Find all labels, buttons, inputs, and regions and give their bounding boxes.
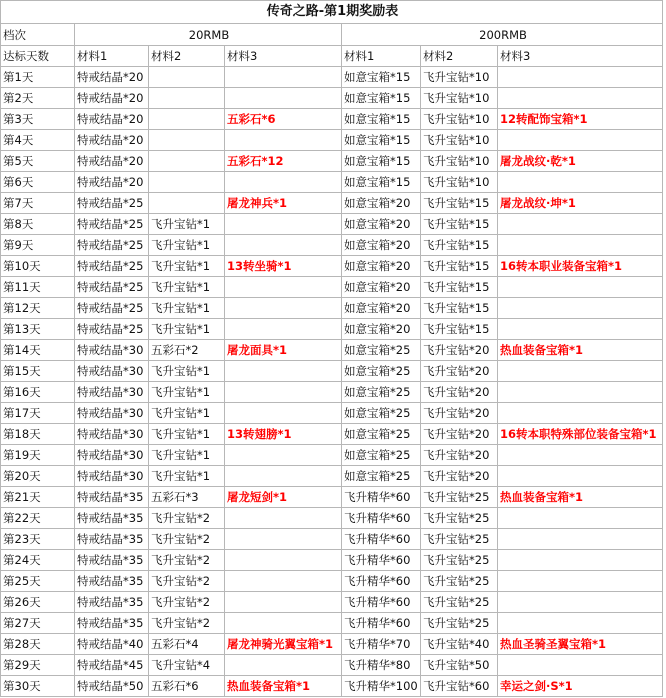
- tier2-material-2: 飞升宝钻*10: [421, 172, 498, 193]
- tier2-material-3: 幸运之剑·S*1: [498, 676, 663, 697]
- table-row: [1, 130, 663, 151]
- tier1-material-2: 飞升宝钻*2: [149, 613, 225, 634]
- tier1-material-1: 特戒结晶*35: [75, 487, 149, 508]
- tier1-material-2: 飞升宝钻*1: [149, 403, 225, 424]
- tier2-material-1: 如意宝箱*15: [342, 109, 421, 130]
- tier2-material-3: [498, 130, 663, 151]
- tier1-material-3: [225, 172, 342, 193]
- tier1-material-2: [149, 172, 225, 193]
- tier2-material-3: 12转配饰宝箱*1: [498, 109, 663, 130]
- tier2-material-3: [498, 508, 663, 529]
- tier2-material-3: 16转本职业装备宝箱*1: [498, 256, 663, 277]
- tier2-material-2: 飞升宝钻*20: [421, 340, 498, 361]
- table-row: [1, 403, 663, 424]
- tier1-material-1: 特戒结晶*35: [75, 592, 149, 613]
- tier2-material-2: 飞升宝钻*20: [421, 424, 498, 445]
- tier2-material-2: 飞升宝钻*10: [421, 109, 498, 130]
- tier1-material-1: 特戒结晶*35: [75, 613, 149, 634]
- tier2-material-2: 飞升宝钻*25: [421, 487, 498, 508]
- tier1-material-3: 屠龙面具*1: [225, 340, 342, 361]
- tier2-material-3: 16转本职特殊部位装备宝箱*1: [498, 424, 663, 445]
- tier1-material-2: 飞升宝钻*1: [149, 424, 225, 445]
- day-cell: 第4天: [1, 130, 75, 151]
- tier1-material-1: 特戒结晶*20: [75, 67, 149, 88]
- tier2-material-3: [498, 403, 663, 424]
- tier2-material-3: [498, 613, 663, 634]
- tier2-material-2: 飞升宝钻*25: [421, 550, 498, 571]
- day-cell: 第21天: [1, 487, 75, 508]
- table-row: [1, 277, 663, 298]
- tier2-material-3: 热血装备宝箱*1: [498, 340, 663, 361]
- tier2-material-1: 飞升精华*100: [342, 676, 421, 697]
- table-row: [1, 235, 663, 256]
- tier1-material-3: [225, 361, 342, 382]
- tier-label: 档次: [1, 24, 75, 46]
- table-row: [1, 445, 663, 466]
- tier1-material-2: 五彩石*3: [149, 487, 225, 508]
- day-cell: 第9天: [1, 235, 75, 256]
- tier1-material-1: 特戒结晶*30: [75, 466, 149, 487]
- day-cell: 第11天: [1, 277, 75, 298]
- tier1-material-2: 飞升宝钻*2: [149, 529, 225, 550]
- table-row: [1, 592, 663, 613]
- table-row: [1, 67, 663, 88]
- tier1-material-3: [225, 235, 342, 256]
- tier2-material-3: [498, 277, 663, 298]
- tier1-material-2: 飞升宝钻*1: [149, 277, 225, 298]
- table-row: [1, 676, 663, 697]
- tier1-material-3: [225, 508, 342, 529]
- tier1-material-2: 飞升宝钻*2: [149, 550, 225, 571]
- tier1-material-1: 特戒结晶*20: [75, 172, 149, 193]
- tier2-material-2: 飞升宝钻*25: [421, 571, 498, 592]
- sheet-title: 传奇之路-第1期奖励表: [1, 1, 663, 24]
- tier2-material-1: 如意宝箱*25: [342, 424, 421, 445]
- tier2-material-2: 飞升宝钻*15: [421, 277, 498, 298]
- tier2-material-1: 如意宝箱*25: [342, 340, 421, 361]
- tier2-material-2: 飞升宝钻*20: [421, 382, 498, 403]
- table-row: [1, 613, 663, 634]
- tier1-material-3: 五彩石*12: [225, 151, 342, 172]
- tier1-material-2: 飞升宝钻*2: [149, 571, 225, 592]
- tier2-material-3: [498, 550, 663, 571]
- tier1-material-1: 特戒结晶*35: [75, 529, 149, 550]
- table-row: [1, 571, 663, 592]
- tier1-material-1: 特戒结晶*25: [75, 298, 149, 319]
- table-row: [1, 298, 663, 319]
- day-cell: 第27天: [1, 613, 75, 634]
- tier1-material-2: 五彩石*6: [149, 676, 225, 697]
- day-cell: 第14天: [1, 340, 75, 361]
- tier1-material-1: 特戒结晶*45: [75, 655, 149, 676]
- tier2-material-2: 飞升宝钻*10: [421, 151, 498, 172]
- tier1-material-3: [225, 277, 342, 298]
- tier2-material-1: 飞升精华*60: [342, 529, 421, 550]
- tier1-material-3: 热血装备宝箱*1: [225, 676, 342, 697]
- tier1-material-2: 飞升宝钻*1: [149, 235, 225, 256]
- tier2-material-3: [498, 214, 663, 235]
- tier2-material-1: 如意宝箱*15: [342, 172, 421, 193]
- tier2-material-3: [498, 571, 663, 592]
- col-material-2: 材料2: [421, 46, 498, 67]
- tier1-material-2: [149, 109, 225, 130]
- day-cell: 第15天: [1, 361, 75, 382]
- table-row: [1, 172, 663, 193]
- day-cell: 第20天: [1, 466, 75, 487]
- tier2-material-3: [498, 67, 663, 88]
- tier2-material-2: 飞升宝钻*15: [421, 256, 498, 277]
- table-row: [1, 193, 663, 214]
- tier1-material-2: 飞升宝钻*1: [149, 382, 225, 403]
- table-row: [1, 529, 663, 550]
- table-row: [1, 550, 663, 571]
- tier2-material-3: [498, 592, 663, 613]
- tier1-material-1: 特戒结晶*25: [75, 277, 149, 298]
- tier2-material-3: [498, 88, 663, 109]
- tier1-material-2: 五彩石*4: [149, 634, 225, 655]
- tier1-material-1: 特戒结晶*25: [75, 235, 149, 256]
- tier2-material-3: [498, 235, 663, 256]
- tier2-material-2: 飞升宝钻*10: [421, 88, 498, 109]
- tier2-material-1: 飞升精华*60: [342, 592, 421, 613]
- tier2-material-2: 飞升宝钻*20: [421, 445, 498, 466]
- tier2-material-1: 如意宝箱*15: [342, 151, 421, 172]
- col-material-2: 材料2: [149, 46, 225, 67]
- tier2-material-2: 飞升宝钻*15: [421, 193, 498, 214]
- tier2-material-1: 如意宝箱*20: [342, 319, 421, 340]
- tier1-material-3: [225, 445, 342, 466]
- tier1-material-2: 飞升宝钻*1: [149, 214, 225, 235]
- tier2-material-2: 飞升宝钻*15: [421, 214, 498, 235]
- tier1-material-2: [149, 193, 225, 214]
- tier2-material-2: 飞升宝钻*15: [421, 235, 498, 256]
- tier2-material-1: 如意宝箱*15: [342, 88, 421, 109]
- tier2-material-3: 热血装备宝箱*1: [498, 487, 663, 508]
- table-row: [1, 361, 663, 382]
- tier2-material-1: 如意宝箱*20: [342, 214, 421, 235]
- tier1-material-3: 屠龙神兵*1: [225, 193, 342, 214]
- tier2-material-2: 飞升宝钻*20: [421, 403, 498, 424]
- tier2-material-2: 飞升宝钻*60: [421, 676, 498, 697]
- table-row: [1, 487, 663, 508]
- tier2-material-3: 热血圣骑圣翼宝箱*1: [498, 634, 663, 655]
- tier1-material-1: 特戒结晶*20: [75, 88, 149, 109]
- tier1-material-3: [225, 214, 342, 235]
- day-cell: 第13天: [1, 319, 75, 340]
- table-row: [1, 214, 663, 235]
- table-row: [1, 424, 663, 445]
- tier2-material-2: 飞升宝钻*25: [421, 508, 498, 529]
- day-cell: 第3天: [1, 109, 75, 130]
- tier1-material-2: 飞升宝钻*2: [149, 508, 225, 529]
- tier2-material-2: 飞升宝钻*25: [421, 592, 498, 613]
- tier1-material-2: 飞升宝钻*1: [149, 319, 225, 340]
- tier2-material-1: 飞升精华*60: [342, 613, 421, 634]
- tier1-material-3: [225, 382, 342, 403]
- tier1-material-2: [149, 130, 225, 151]
- table-row: [1, 340, 663, 361]
- day-cell: 第23天: [1, 529, 75, 550]
- tier2-material-1: 如意宝箱*20: [342, 193, 421, 214]
- col-material-3: 材料3: [225, 46, 342, 67]
- tier2-material-3: [498, 529, 663, 550]
- tier1-material-1: 特戒结晶*25: [75, 193, 149, 214]
- day-cell: 第5天: [1, 151, 75, 172]
- tier2-material-3: [498, 361, 663, 382]
- tier1-material-2: [149, 151, 225, 172]
- tier1-material-2: [149, 88, 225, 109]
- day-cell: 第10天: [1, 256, 75, 277]
- tier1-material-1: 特戒结晶*35: [75, 571, 149, 592]
- tier1-material-3: [225, 571, 342, 592]
- table-row: [1, 508, 663, 529]
- tier1-material-3: 五彩石*6: [225, 109, 342, 130]
- tier1-material-3: [225, 319, 342, 340]
- tier1-material-3: [225, 298, 342, 319]
- tier1-material-2: 五彩石*2: [149, 340, 225, 361]
- tier1-material-1: 特戒结晶*25: [75, 214, 149, 235]
- tier1-material-2: 飞升宝钻*1: [149, 361, 225, 382]
- day-cell: 第12天: [1, 298, 75, 319]
- day-cell: 第7天: [1, 193, 75, 214]
- day-cell: 第6天: [1, 172, 75, 193]
- tier2-material-1: 如意宝箱*25: [342, 466, 421, 487]
- tier2-material-2: 飞升宝钻*20: [421, 466, 498, 487]
- tier2-material-3: 屠龙战纹·乾*1: [498, 151, 663, 172]
- tier1-material-2: 飞升宝钻*1: [149, 466, 225, 487]
- tier1-material-3: [225, 403, 342, 424]
- day-cell: 第29天: [1, 655, 75, 676]
- tier1-material-3: [225, 550, 342, 571]
- tier1-material-1: 特戒结晶*40: [75, 634, 149, 655]
- day-cell: 第24天: [1, 550, 75, 571]
- column-header-row: [1, 46, 663, 67]
- tier1-material-2: 飞升宝钻*1: [149, 445, 225, 466]
- tier-200rmb: 200RMB: [342, 24, 663, 46]
- tier2-material-1: 如意宝箱*20: [342, 298, 421, 319]
- tier2-material-3: [498, 655, 663, 676]
- tier2-material-2: 飞升宝钻*25: [421, 529, 498, 550]
- tier1-material-2: 飞升宝钻*1: [149, 256, 225, 277]
- day-cell: 第30天: [1, 676, 75, 697]
- col-material-1: 材料1: [75, 46, 149, 67]
- tier-row: [1, 24, 663, 46]
- tier1-material-1: 特戒结晶*30: [75, 382, 149, 403]
- tier1-material-3: [225, 466, 342, 487]
- day-cell: 第22天: [1, 508, 75, 529]
- table-row: [1, 319, 663, 340]
- table-row: [1, 256, 663, 277]
- tier2-material-3: [498, 382, 663, 403]
- table-row: [1, 382, 663, 403]
- table-row: [1, 88, 663, 109]
- tier1-material-2: 飞升宝钻*1: [149, 298, 225, 319]
- tier2-material-1: 如意宝箱*15: [342, 130, 421, 151]
- tier1-material-1: 特戒结晶*35: [75, 550, 149, 571]
- tier2-material-2: 飞升宝钻*15: [421, 319, 498, 340]
- day-cell: 第16天: [1, 382, 75, 403]
- day-cell: 第2天: [1, 88, 75, 109]
- tier2-material-1: 如意宝箱*20: [342, 235, 421, 256]
- tier2-material-2: 飞升宝钻*10: [421, 130, 498, 151]
- day-cell: 第8天: [1, 214, 75, 235]
- tier2-material-1: 如意宝箱*20: [342, 256, 421, 277]
- col-material-3: 材料3: [498, 46, 663, 67]
- table-row: [1, 466, 663, 487]
- tier1-material-1: 特戒结晶*25: [75, 319, 149, 340]
- table-row: [1, 634, 663, 655]
- day-cell: 第17天: [1, 403, 75, 424]
- tier1-material-3: [225, 592, 342, 613]
- table-row: [1, 151, 663, 172]
- tier1-material-3: [225, 130, 342, 151]
- tier2-material-3: [498, 172, 663, 193]
- tier1-material-1: 特戒结晶*30: [75, 424, 149, 445]
- tier2-material-3: [498, 319, 663, 340]
- tier1-material-1: 特戒结晶*20: [75, 151, 149, 172]
- tier2-material-2: 飞升宝钻*40: [421, 634, 498, 655]
- tier1-material-1: 特戒结晶*20: [75, 130, 149, 151]
- day-cell: 第18天: [1, 424, 75, 445]
- days-label: 达标天数: [1, 46, 75, 67]
- tier1-material-3: [225, 529, 342, 550]
- tier2-material-3: [498, 298, 663, 319]
- tier2-material-2: 飞升宝钻*50: [421, 655, 498, 676]
- tier2-material-3: [498, 445, 663, 466]
- tier2-material-1: 飞升精华*60: [342, 550, 421, 571]
- tier1-material-2: [149, 67, 225, 88]
- tier-20rmb: 20RMB: [75, 24, 342, 46]
- tier1-material-3: [225, 67, 342, 88]
- tier2-material-1: 飞升精华*60: [342, 487, 421, 508]
- tier2-material-1: 飞升精华*60: [342, 508, 421, 529]
- tier2-material-3: [498, 466, 663, 487]
- tier1-material-3: 13转翅膀*1: [225, 424, 342, 445]
- tier1-material-3: 13转坐骑*1: [225, 256, 342, 277]
- tier2-material-1: 飞升精华*70: [342, 634, 421, 655]
- day-cell: 第19天: [1, 445, 75, 466]
- tier1-material-1: 特戒结晶*30: [75, 445, 149, 466]
- tier1-material-1: 特戒结晶*30: [75, 340, 149, 361]
- tier2-material-1: 如意宝箱*25: [342, 445, 421, 466]
- table-row: [1, 655, 663, 676]
- tier1-material-1: 特戒结晶*35: [75, 508, 149, 529]
- tier1-material-1: 特戒结晶*25: [75, 256, 149, 277]
- tier1-material-2: 飞升宝钻*4: [149, 655, 225, 676]
- tier2-material-1: 如意宝箱*25: [342, 382, 421, 403]
- day-cell: 第28天: [1, 634, 75, 655]
- tier1-material-2: 飞升宝钻*2: [149, 592, 225, 613]
- day-cell: 第25天: [1, 571, 75, 592]
- tier2-material-1: 飞升精华*80: [342, 655, 421, 676]
- day-cell: 第1天: [1, 67, 75, 88]
- tier1-material-1: 特戒结晶*30: [75, 403, 149, 424]
- tier2-material-2: 飞升宝钻*25: [421, 613, 498, 634]
- tier2-material-1: 如意宝箱*20: [342, 277, 421, 298]
- tier2-material-1: 如意宝箱*15: [342, 67, 421, 88]
- tier1-material-3: [225, 655, 342, 676]
- tier1-material-3: [225, 613, 342, 634]
- tier2-material-1: 飞升精华*60: [342, 571, 421, 592]
- col-material-1: 材料1: [342, 46, 421, 67]
- day-cell: 第26天: [1, 592, 75, 613]
- tier2-material-2: 飞升宝钻*10: [421, 67, 498, 88]
- tier2-material-1: 如意宝箱*25: [342, 403, 421, 424]
- tier1-material-1: 特戒结晶*30: [75, 361, 149, 382]
- tier1-material-3: 屠龙神骑光翼宝箱*1: [225, 634, 342, 655]
- title-row: [1, 1, 663, 24]
- tier2-material-3: 屠龙战纹·坤*1: [498, 193, 663, 214]
- tier1-material-3: 屠龙短剑*1: [225, 487, 342, 508]
- tier2-material-1: 如意宝箱*25: [342, 361, 421, 382]
- table-row: [1, 109, 663, 130]
- tier2-material-2: 飞升宝钻*15: [421, 298, 498, 319]
- tier1-material-3: [225, 88, 342, 109]
- tier1-material-1: 特戒结晶*50: [75, 676, 149, 697]
- tier2-material-2: 飞升宝钻*20: [421, 361, 498, 382]
- tier1-material-1: 特戒结晶*20: [75, 109, 149, 130]
